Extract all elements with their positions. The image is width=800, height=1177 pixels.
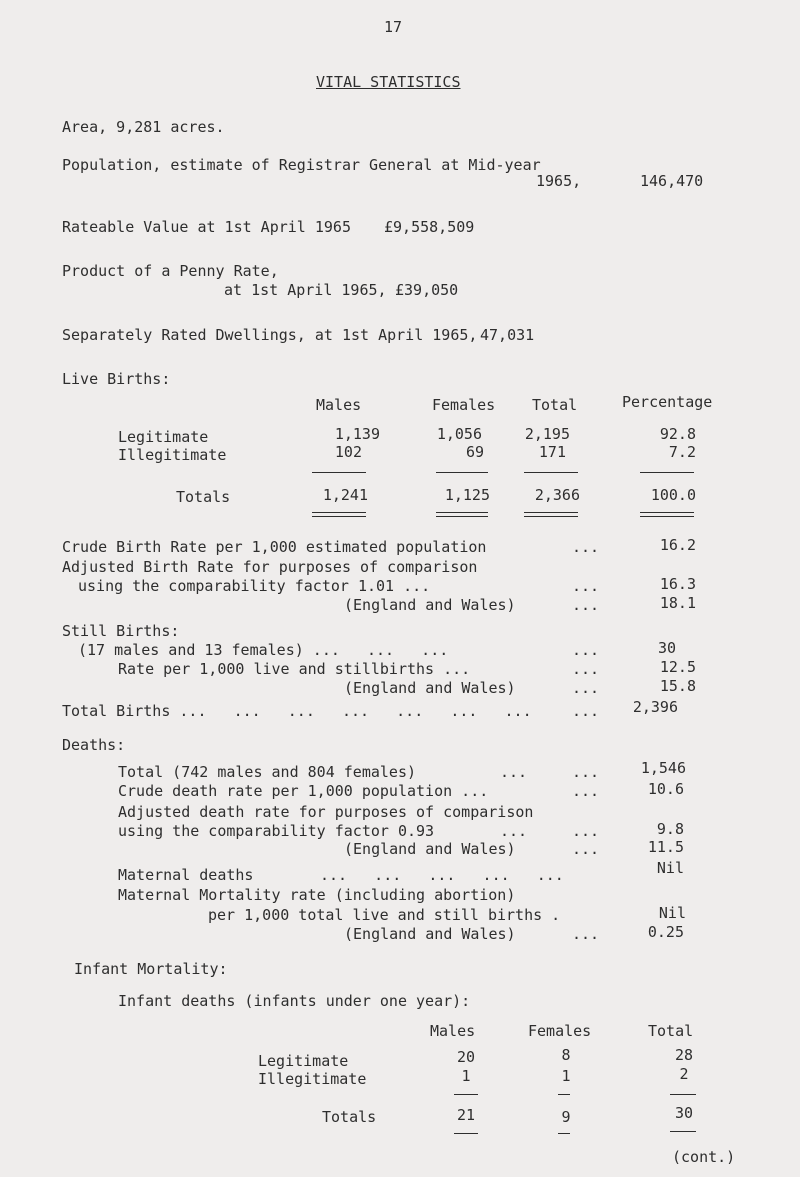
infant-rule-total-bottom bbox=[670, 1131, 696, 1132]
adjusted-birth-rate-value: 16.3 bbox=[659, 575, 696, 593]
still-births-count-label: (17 males and 13 females) ... ... ... bbox=[78, 641, 449, 659]
maternal-deaths-label: Maternal deaths bbox=[118, 866, 254, 884]
infant-row-legitimate-total: 28 bbox=[674, 1046, 694, 1064]
population-label: Population, estimate of Registrar General at Mid-year bbox=[62, 156, 541, 174]
infant-totals-label: Totals bbox=[322, 1108, 377, 1126]
adjusted-death-rate-dots-2: ... bbox=[572, 822, 600, 840]
deaths-total-dots-2: ... bbox=[572, 763, 600, 781]
adjusted-birth-rate-dots: ... bbox=[572, 577, 600, 595]
maternal-mortality-ew-value: 0.25 bbox=[647, 923, 684, 941]
still-births-rate-value: 12.5 bbox=[659, 658, 696, 676]
row-illegitimate-males: 102 bbox=[334, 443, 362, 461]
infant-rule-males-bottom bbox=[454, 1133, 478, 1134]
totals-total: 2,366 bbox=[534, 486, 580, 504]
maternal-mortality-value: Nil bbox=[658, 904, 686, 922]
rule-males-bottom-1 bbox=[312, 512, 366, 513]
col-total: Total bbox=[532, 396, 578, 414]
crude-death-rate-dots: ... bbox=[572, 782, 600, 800]
deaths-total-value: 1,546 bbox=[640, 759, 686, 777]
adjusted-birth-rate-label-2: using the comparability factor 1.01 ... bbox=[78, 577, 431, 595]
infant-row-illegitimate-total: 2 bbox=[679, 1065, 689, 1083]
infant-totals-females: 9 bbox=[561, 1108, 571, 1126]
infant-row-illegitimate-label: Illegitimate bbox=[258, 1070, 367, 1088]
total-births-value: 2,396 bbox=[632, 698, 678, 716]
penny-rate-value: £39,050 bbox=[395, 281, 459, 299]
infant-rule-males-top bbox=[454, 1094, 478, 1095]
population-value: 146,470 bbox=[640, 172, 704, 190]
still-births-rate-label: Rate per 1,000 live and stillbirths ... bbox=[118, 660, 471, 678]
adjusted-death-rate-value: 9.8 bbox=[656, 820, 684, 838]
page-number: 17 bbox=[384, 18, 403, 36]
rule-total-top bbox=[524, 472, 578, 473]
page-title: VITAL STATISTICS bbox=[316, 73, 461, 91]
infant-deaths-subheading: Infant deaths (infants under one year): bbox=[118, 992, 471, 1010]
col-percentage: Percentage bbox=[622, 393, 713, 411]
still-births-ew-dots: ... bbox=[572, 679, 600, 697]
totals-males: 1,241 bbox=[322, 486, 368, 504]
adjusted-death-rate-label-2: using the comparability factor 0.93 bbox=[118, 822, 435, 840]
still-births-rate-dots: ... bbox=[572, 660, 600, 678]
row-legitimate-label: Legitimate bbox=[118, 428, 209, 446]
maternal-deaths-dots: ... ... ... ... ... bbox=[320, 866, 564, 884]
penny-rate-label-1: Product of a Penny Rate, bbox=[62, 262, 279, 280]
row-legitimate-males: 1,139 bbox=[334, 425, 380, 443]
totals-females: 1,125 bbox=[444, 486, 490, 504]
row-illegitimate-percentage: 7.2 bbox=[668, 443, 696, 461]
crude-death-rate-value: 10.6 bbox=[647, 780, 684, 798]
dwellings-label: Separately Rated Dwellings, at 1st April 1965, bbox=[62, 326, 478, 344]
crude-birth-rate-dots: ... bbox=[572, 538, 600, 556]
infant-mortality-heading: Infant Mortality: bbox=[74, 960, 228, 978]
rateable-value-label: Rateable Value at 1st April 1965 bbox=[62, 218, 351, 236]
infant-col-males: Males bbox=[430, 1022, 476, 1040]
infant-totals-total: 30 bbox=[674, 1104, 694, 1122]
infant-col-females: Females bbox=[528, 1022, 592, 1040]
birth-rate-ew-dots: ... bbox=[572, 596, 600, 614]
infant-totals-males: 21 bbox=[456, 1106, 476, 1124]
area-line: Area, 9,281 acres. bbox=[62, 118, 225, 136]
col-males: Males bbox=[316, 396, 362, 414]
infant-rule-females-top bbox=[558, 1094, 570, 1095]
col-females: Females bbox=[432, 396, 496, 414]
rule-percentage-bottom-2 bbox=[640, 516, 694, 517]
birth-rate-ew-label: (England and Wales) bbox=[344, 596, 516, 614]
rule-percentage-bottom-1 bbox=[640, 512, 694, 513]
adjusted-death-rate-dots-1: ... bbox=[500, 822, 528, 840]
continued-note: (cont.) bbox=[672, 1148, 736, 1166]
crude-birth-rate-label: Crude Birth Rate per 1,000 estimated population bbox=[62, 538, 487, 556]
live-births-heading: Live Births: bbox=[62, 370, 171, 388]
crude-death-rate-label: Crude death rate per 1,000 population ... bbox=[118, 782, 489, 800]
death-rate-ew-label: (England and Wales) bbox=[344, 840, 516, 858]
rateable-value: £9,558,509 bbox=[384, 218, 475, 236]
row-illegitimate-label: Illegitimate bbox=[118, 446, 227, 464]
maternal-mortality-ew-dots: ... bbox=[572, 925, 600, 943]
deaths-total-dots-1: ... bbox=[500, 763, 528, 781]
still-births-count-value: 30 bbox=[657, 639, 676, 657]
row-illegitimate-females: 69 bbox=[465, 443, 484, 461]
still-births-ew-label: (England and Wales) bbox=[344, 679, 516, 697]
maternal-deaths-value: Nil bbox=[656, 859, 684, 877]
total-births-dots: ... bbox=[572, 702, 600, 720]
infant-row-legitimate-males: 20 bbox=[456, 1048, 476, 1066]
infant-rule-females-bottom bbox=[558, 1133, 570, 1134]
maternal-mortality-label-2: per 1,000 total live and still births . bbox=[208, 906, 561, 924]
totals-percentage: 100.0 bbox=[650, 486, 696, 504]
birth-rate-ew-value: 18.1 bbox=[659, 594, 696, 612]
rule-females-bottom-2 bbox=[436, 516, 488, 517]
deaths-total-label: Total (742 males and 804 females) bbox=[118, 763, 417, 781]
crude-birth-rate-value: 16.2 bbox=[659, 536, 696, 554]
maternal-mortality-ew-label: (England and Wales) bbox=[344, 925, 516, 943]
rule-males-top bbox=[312, 472, 366, 473]
infant-row-legitimate-females: 8 bbox=[561, 1046, 571, 1064]
dwellings-value: 47,031 bbox=[480, 326, 535, 344]
rule-percentage-top bbox=[640, 472, 694, 473]
infant-row-illegitimate-females: 1 bbox=[561, 1067, 571, 1085]
penny-rate-label-2: at 1st April 1965, bbox=[224, 281, 387, 299]
rule-females-top bbox=[436, 472, 488, 473]
infant-row-illegitimate-males: 1 bbox=[461, 1067, 471, 1085]
total-births-label: Total Births ... ... ... ... ... ... ... bbox=[62, 702, 532, 720]
infant-rule-total-top bbox=[670, 1094, 696, 1095]
rule-total-bottom-1 bbox=[524, 512, 578, 513]
totals-label: Totals bbox=[176, 488, 231, 506]
row-illegitimate-total: 171 bbox=[538, 443, 566, 461]
rule-total-bottom-2 bbox=[524, 516, 578, 517]
maternal-mortality-label-1: Maternal Mortality rate (including abortion) bbox=[118, 886, 516, 904]
adjusted-death-rate-label-1: Adjusted death rate for purposes of comparison bbox=[118, 803, 534, 821]
population-year: 1965, bbox=[536, 172, 582, 190]
death-rate-ew-value: 11.5 bbox=[647, 838, 684, 856]
infant-row-legitimate-label: Legitimate bbox=[258, 1052, 349, 1070]
death-rate-ew-dots: ... bbox=[572, 840, 600, 858]
still-births-ew-value: 15.8 bbox=[659, 677, 696, 695]
deaths-heading: Deaths: bbox=[62, 736, 126, 754]
rule-females-bottom-1 bbox=[436, 512, 488, 513]
adjusted-birth-rate-label-1: Adjusted Birth Rate for purposes of comparison bbox=[62, 558, 478, 576]
row-legitimate-females: 1,056 bbox=[436, 425, 482, 443]
infant-col-total: Total bbox=[648, 1022, 694, 1040]
still-births-count-dots: ... bbox=[572, 641, 600, 659]
row-legitimate-percentage: 92.8 bbox=[659, 425, 696, 443]
still-births-heading: Still Births: bbox=[62, 622, 180, 640]
rule-males-bottom-2 bbox=[312, 516, 366, 517]
row-legitimate-total: 2,195 bbox=[524, 425, 570, 443]
